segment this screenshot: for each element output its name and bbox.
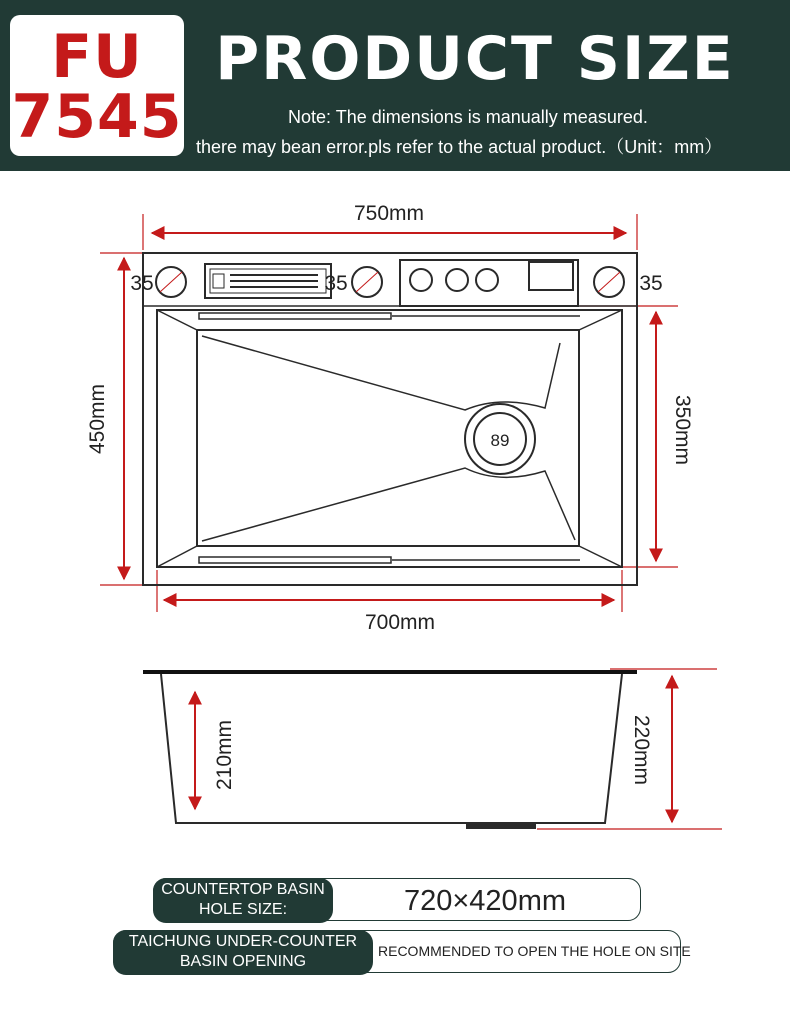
control-knob-1-icon: [410, 269, 432, 291]
model-line-1: FU: [51, 22, 143, 92]
height-inner-label: 350mm: [671, 394, 694, 466]
page-title: PRODUCT SIZE: [215, 24, 735, 94]
basin-floor: [197, 330, 579, 546]
control-knob-2-icon: [446, 269, 468, 291]
depth-inner-label: 210mm: [213, 719, 236, 791]
slot-grille: [230, 275, 318, 287]
width-inner-label: 700mm: [364, 611, 436, 634]
undercounter-value: RECOMMENDED TO OPEN THE HOLE ON SITE: [378, 943, 691, 959]
top-view: [86, 202, 694, 634]
hole-spacing-left-label: 35: [130, 272, 154, 295]
side-drain-outlet: [466, 823, 536, 829]
note-line-2: there may bean error.pls refer to the actual product.（Unit：mm）: [196, 137, 723, 157]
countertop-size-label: COUNTERTOP BASIN HOLE SIZE:: [153, 878, 333, 923]
drain-size-label: 89: [490, 431, 510, 450]
lower-slope-line: [202, 468, 575, 541]
depth-outer-label: 220mm: [630, 714, 653, 786]
sink-outer-frame: [143, 253, 637, 585]
hole-spacing-right-label: 35: [639, 272, 663, 295]
width-outer-label: 750mm: [353, 202, 425, 225]
model-line-2: 7545: [11, 82, 183, 152]
height-outer-label: 450mm: [86, 383, 109, 455]
undercounter-label: TAICHUNG UNDER-COUNTER BASIN OPENING: [113, 930, 373, 975]
middle-hole-mark: [356, 272, 378, 292]
control-knob-3-icon: [476, 269, 498, 291]
side-view: [143, 669, 722, 829]
basin-rim: [157, 310, 622, 567]
hole-spacing-mid-label: 35: [324, 272, 348, 295]
control-panel: [400, 260, 578, 306]
top-rail: [199, 313, 391, 319]
countertop-size-value: 720×420mm: [403, 885, 567, 917]
basin-corner-lines: [157, 310, 622, 567]
bottom-rail: [199, 557, 391, 563]
note-line-1: Note: The dimensions is manually measured.: [288, 107, 648, 127]
right-hole-mark: [598, 272, 620, 292]
left-hole-mark: [160, 272, 182, 292]
upper-slope-line: [202, 336, 560, 410]
display-screen: [529, 262, 573, 290]
